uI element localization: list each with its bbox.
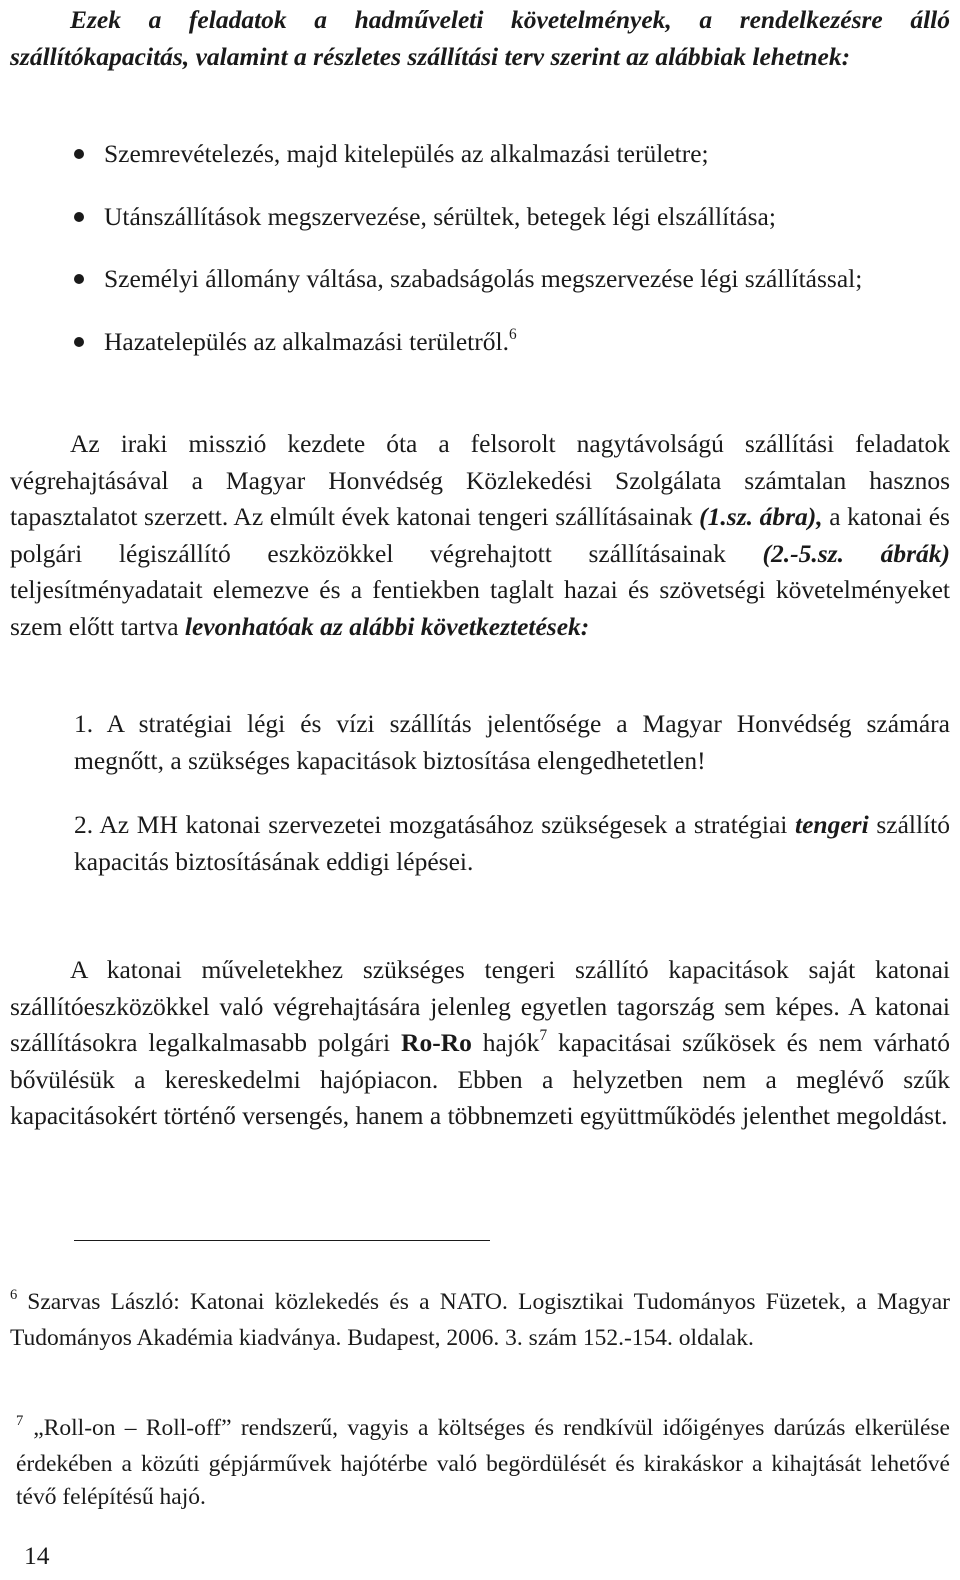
list-item: Személyi állomány váltása, szabadságolás megszervezése légi szállítással; xyxy=(10,261,950,298)
figure-reference: (2.-5.sz. ábrák) xyxy=(762,538,950,568)
footnote-separator xyxy=(74,1240,490,1241)
bullet-icon xyxy=(74,274,84,284)
bullet-icon xyxy=(74,337,84,347)
footnote: $^7$ „Roll-on – Roll-off” rendszerű, vagyis a költséges és rendkívül időigényes darúzás elkerülése érdekében a közúti gépjárművek hajótérbe való begördülését és kirakáskor a kihajtását lehetővé tévő felépítésű hajó. xyxy=(16,1412,950,1510)
footnote-mark: 6 xyxy=(10,1286,18,1303)
footnote-ref[interactable]: 6 xyxy=(508,325,517,343)
bullet-icon xyxy=(74,149,84,159)
emphasis: tengeri xyxy=(795,810,869,839)
list-item: 1. A stratégiai légi és vízi szállítás jelentősége a Magyar Honvédség számára megnőtt, a szükséges kapacitások biztosítása elengedhetetlen! xyxy=(74,709,950,775)
numbered-list xyxy=(74,706,950,880)
conclusion-lead: levonhatóak az alábbi következtetések: xyxy=(184,611,590,641)
bullet-list xyxy=(10,136,950,360)
footnote: $^6$ Szarvas László: Katonai közlekedés és a NATO. Logisztikai Tudományos Füzetek, a Magyar Tudományos Akadémia kiadványa. Budapest, 2006. 3. szám 152.-154. oldalak. xyxy=(10,1286,950,1351)
footnote-mark: 7 xyxy=(16,1412,24,1429)
body-paragraph: A katonai műveletekhez szükséges tengeri szállító kapacitások saját katonai szállítóeszközökkel való végrehajtására jelenleg egyetlen tagország sem képes. A katonai szállításokra legalkalmasabb polgári Ro-Ro hajók$^7$ kapacitásai szűkösek és nem várható bővülésük a kereskedelmi hajópiacon. Ebben a helyzetben nem a meglévő szűk kapacitásokért történő versengés, hanem a többnemzeti együttműködés jelenthet megoldást. xyxy=(10,955,951,1130)
page-number: 14 xyxy=(24,1541,50,1570)
intro-paragraph: Ezek a feladatok a hadműveleti követelmények, a rendelkezésre álló szállítókapacitás, valamint a részletes szállítási terv szerint az alábbiak lehetnek: xyxy=(10,5,950,71)
list-item: Utánszállítások megszervezése, sérültek, betegek légi elszállítása; xyxy=(10,199,950,236)
list-item: 2. Az MH katonai szervezetei mozgatásához szükségesek a stratégiai tengeri szállító kapacitás biztosításának eddigi lépései. xyxy=(74,810,951,876)
footnote-ref[interactable]: 7 xyxy=(539,1027,548,1045)
bullet-icon xyxy=(74,212,84,222)
list-item: Hazatelepülés az alkalmazási területről.$^6$ xyxy=(10,324,950,361)
body-paragraph: Az iraki misszió kezdete óta a felsorolt nagytávolságú szállítási feladatok végrehajtásával a Magyar Honvédség Közlekedési Szolgálata számtalan hasznos tapasztalatot szerzett. Az elmúlt évek katonai tengeri szállításainak (1.sz. ábra), a katonai és polgári légiszállító eszközökkel végrehajtott szállításainak (2.-5.sz. ábrák) teljesítményadatait elemezve és a fentiekben taglalt hazai és szövetségi követelményeket szem előtt tartva levonhatóak az alábbi következtetések: xyxy=(10,429,950,641)
roro-term: Ro-Ro xyxy=(401,1028,472,1057)
list-item: Szemrevételezés, majd kitelepülés az alkalmazási területre; xyxy=(10,136,950,173)
figure-reference: (1.sz. ábra), xyxy=(699,502,823,531)
